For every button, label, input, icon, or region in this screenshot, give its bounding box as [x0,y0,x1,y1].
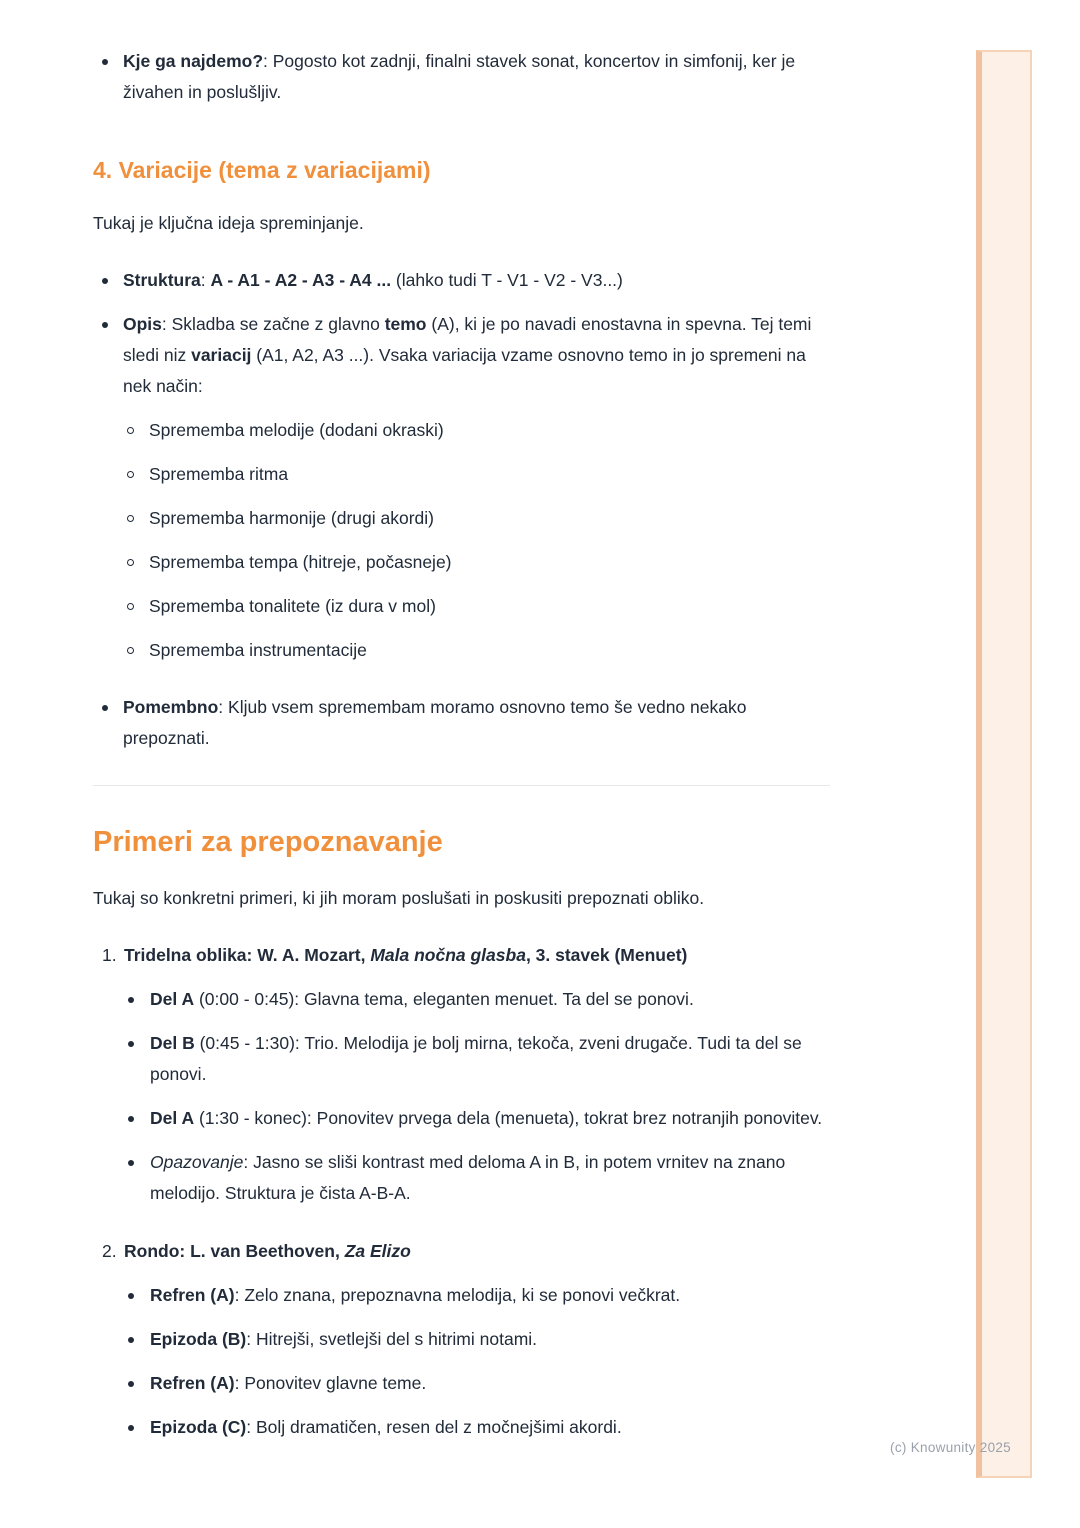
example-number: 2. [102,1241,117,1261]
list-item [128,1368,830,1399]
bullet-dot-icon [128,1293,134,1299]
document-content [93,0,830,1470]
list-item [93,309,830,679]
bullet-circle-icon [127,515,134,522]
example-item-2 [93,1236,830,1456]
change-text: Sprememba ritma [149,464,289,484]
struktura-text: Struktura: A - A1 - A2 - A3 - A4 ... (lahko tudi T - V1 - V2 - V3...) [123,270,623,290]
bullet-circle-icon [127,647,134,654]
list-item-text: Kje ga najdemo?: Pogosto kot zadnji, finalni stavek sonat, koncertov in simfonij, ker je živahen in poslušljiv. [123,51,796,102]
change-text: Sprememba instrumentacije [149,640,367,660]
list-item [127,591,830,622]
bullet-dot-icon [102,705,108,711]
list-item [127,547,830,578]
bullet-circle-icon [127,471,134,478]
bullet-dot-icon [128,1381,134,1387]
examples-list [93,940,830,1456]
variations-bullet-list [93,265,830,754]
example-bullet-text: Epizoda (B): Hitrejši, svetlejši del s hitrimi notami. [150,1329,538,1349]
bullet-dot-icon [128,1337,134,1343]
list-item [93,265,830,296]
list-item [128,984,830,1015]
intro-bullet-list [93,46,830,108]
example-bullet-text: Del A (0:00 - 0:45): Glavna tema, eleganten menuet. Ta del se ponovi. [150,989,694,1009]
bullet-dot-icon [102,322,108,328]
list-item [127,503,830,534]
list-item [127,459,830,490]
bullet-dot-icon [102,278,108,284]
example-number: 1. [102,945,117,965]
list-item [127,635,830,666]
page-edge-strip [976,50,1032,1478]
pomembno-text: Pomembno: Kljub vsem spremembam moramo osnovno temo še vedno nekako prepoznati. [123,697,747,748]
list-item [128,1028,830,1090]
list-item [93,692,830,754]
section-divider [93,785,830,786]
example-bullet-text: Del A (1:30 - konec): Ponovitev prvega dela (menueta), tokrat brez notranjih ponovitev. [150,1108,823,1128]
example-bullet-text: Epizoda (C): Bolj dramatičen, resen del z močnejšimi akordi. [150,1417,622,1437]
list-item [127,415,830,446]
example-bullet-list [128,984,830,1209]
example-bullet-text: Refren (A): Ponovitev glavne teme. [150,1373,427,1393]
list-item [128,1324,830,1355]
example-bullet-text: Opazovanje: Jasno se sliši kontrast med deloma A in B, in potem vrnitev na znano melodijo. Struktura je čista A-B-A. [150,1152,786,1203]
section-heading-variacije: 4. Variacije (tema z variacijami) [93,157,431,183]
change-text: Sprememba tonalitete (iz dura v mol) [149,596,436,616]
bullet-dot-icon [128,1041,134,1047]
examples-lead-text: Tukaj so konkretni primeri, ki jih moram poslušati in poskusiti prepoznati obliko. [93,888,705,908]
bullet-circle-icon [127,559,134,566]
list-item [128,1412,830,1443]
bullet-circle-icon [127,603,134,610]
example-title: Rondo: L. van Beethoven, Za Elizo [124,1241,411,1261]
example-bullet-list [128,1280,830,1443]
opis-text: Opis: Skladba se začne z glavno temo (A), ki je po navadi enostavna in spevna. Tej temi sledi niz variacij (A1, A2, A3 ...). Vsaka variacija vzame osnovno temo in jo spremeni na nek način: [123,314,812,396]
bullet-dot-icon [128,1160,134,1166]
variations-lead-text: Tukaj je ključna ideja spreminjanje. [93,213,364,233]
list-item [128,1103,830,1134]
list-item [93,46,830,108]
bullet-dot-icon [128,1425,134,1431]
copyright-watermark: (c) Knowunity 2025 [890,1440,1011,1455]
change-text: Sprememba melodije (dodani okraski) [149,420,444,440]
example-item-1 [93,940,830,1222]
bullet-dot-icon [102,59,108,65]
bullet-dot-icon [128,1116,134,1122]
section-heading-primeri: Primeri za prepoznavanje [93,826,443,858]
list-item [128,1280,830,1311]
bullet-circle-icon [127,427,134,434]
changes-sublist [127,415,830,666]
bullet-dot-icon [128,997,134,1003]
example-bullet-text: Refren (A): Zelo znana, prepoznavna melodija, ki se ponovi večkrat. [150,1285,681,1305]
change-text: Sprememba tempa (hitreje, počasneje) [149,552,452,572]
example-title: Tridelna oblika: W. A. Mozart, Mala nočna glasba, 3. stavek (Menuet) [124,945,688,965]
change-text: Sprememba harmonije (drugi akordi) [149,508,434,528]
list-item [128,1147,830,1209]
example-bullet-text: Del B (0:45 - 1:30): Trio. Melodija je bolj mirna, tekoča, zveni drugače. Tudi ta del se ponovi. [150,1033,802,1084]
